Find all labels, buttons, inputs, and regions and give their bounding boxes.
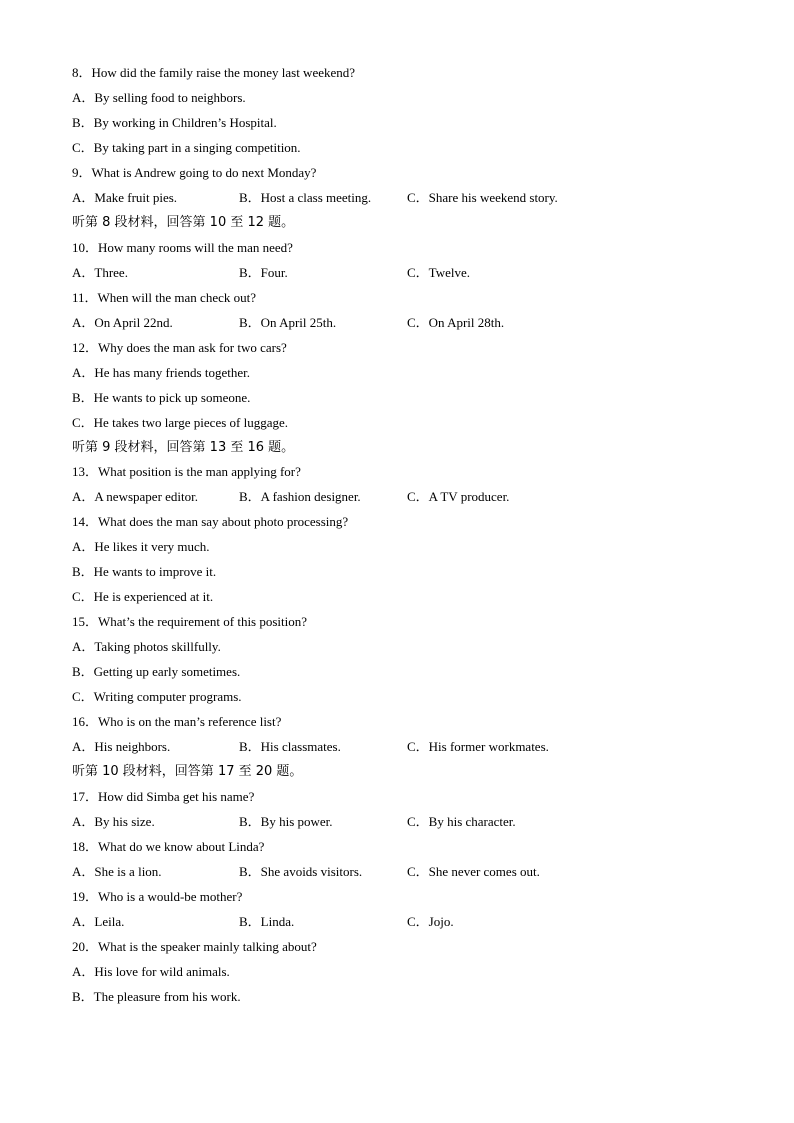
q19-option-b: B．Linda. — [239, 914, 295, 929]
q11-option-c: C．On April 28th. — [407, 315, 505, 330]
q8-option-c: C．By taking part in a singing competition. — [72, 140, 301, 155]
q14-option-a: A．He likes it very much. — [72, 539, 210, 554]
question-14: 14．What does the man say about photo processing? — [72, 514, 349, 529]
q13-option-c: C．A TV producer. — [407, 489, 510, 504]
q10-option-b: B．Four. — [239, 265, 288, 280]
question-16: 16．Who is on the man’s reference list? — [72, 714, 282, 729]
q19-option-a: A．Leila. — [72, 914, 125, 929]
q18-option-b: B．She avoids visitors. — [239, 864, 363, 879]
question-10: 10．How many rooms will the man need? — [72, 240, 293, 255]
q14-option-c: C．He is experienced at it. — [72, 589, 214, 604]
section-heading-10: 听第 10 段材料，回答第 17 至 20 题。 — [72, 764, 303, 779]
question-13: 13．What position is the man applying for? — [72, 464, 301, 479]
q17-option-c: C．By his character. — [407, 814, 516, 829]
q18-option-a: A．She is a lion. — [72, 864, 162, 879]
q9-option-b: B．Host a class meeting. — [239, 190, 372, 205]
q16-option-a: A．His neighbors. — [72, 739, 171, 754]
q15-option-a: A．Taking photos skillfully. — [72, 639, 221, 654]
question-11: 11．When will the man check out? — [72, 290, 256, 305]
question-12: 12．Why does the man ask for two cars? — [72, 340, 287, 355]
question-19: 19．Who is a would-be mother? — [72, 889, 243, 904]
q19-option-c: C．Jojo. — [407, 914, 454, 929]
q12-option-b: B．He wants to pick up someone. — [72, 390, 251, 405]
q15-option-c: C．Writing computer programs. — [72, 689, 242, 704]
q11-option-b: B．On April 25th. — [239, 315, 337, 330]
question-15: 15．What’s the requirement of this position? — [72, 614, 308, 629]
q8-option-a: A．By selling food to neighbors. — [72, 90, 246, 105]
q10-option-c: C．Twelve. — [407, 265, 470, 280]
q9-option-c: C．Share his weekend story. — [407, 190, 558, 205]
question-18: 18．What do we know about Linda? — [72, 839, 265, 854]
q20-option-b: B．The pleasure from his work. — [72, 989, 241, 1004]
question-8: 8．How did the family raise the money last weekend? — [72, 65, 356, 80]
q16-option-c: C．His former workmates. — [407, 739, 549, 754]
q15-option-b: B．Getting up early sometimes. — [72, 664, 241, 679]
q17-option-b: B．By his power. — [239, 814, 333, 829]
q16-option-b: B．His classmates. — [239, 739, 341, 754]
question-9: 9．What is Andrew going to do next Monday? — [72, 165, 317, 180]
q9-option-a: A．Make fruit pies. — [72, 190, 178, 205]
q8-option-b: B．By working in Children’s Hospital. — [72, 115, 277, 130]
q13-option-b: B．A fashion designer. — [239, 489, 361, 504]
question-20: 20．What is the speaker mainly talking about? — [72, 939, 317, 954]
q12-option-c: C．He takes two large pieces of luggage. — [72, 415, 288, 430]
q14-option-b: B．He wants to improve it. — [72, 564, 217, 579]
section-heading-8: 听第 8 段材料，回答第 10 至 12 题。 — [72, 215, 295, 230]
q11-option-a: A．On April 22nd. — [72, 315, 173, 330]
q13-option-a: A．A newspaper editor. — [72, 489, 199, 504]
q18-option-c: C．She never comes out. — [407, 864, 540, 879]
q20-option-a: A．His love for wild animals. — [72, 964, 230, 979]
question-17: 17．How did Simba get his name? — [72, 789, 255, 804]
q17-option-a: A．By his size. — [72, 814, 155, 829]
q10-option-a: A．Three. — [72, 265, 128, 280]
q12-option-a: A．He has many friends together. — [72, 365, 250, 380]
section-heading-9: 听第 9 段材料，回答第 13 至 16 题。 — [72, 440, 295, 455]
